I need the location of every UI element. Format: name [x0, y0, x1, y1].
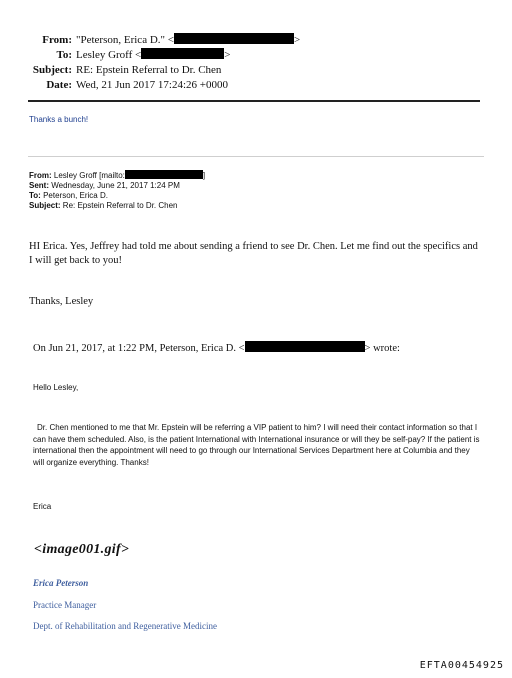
lesley-signoff: Thanks, Lesley	[29, 296, 94, 307]
subject-row	[0, 63, 300, 78]
fwd-sent-row	[29, 181, 205, 191]
fwd-sent-value: Wednesday, June 21, 2017 1:24 PM	[49, 181, 180, 190]
fwd-to-row	[29, 191, 205, 201]
signature-name: Erica Peterson	[33, 578, 89, 588]
fwd-from-close: ]	[202, 171, 206, 180]
redaction-box	[125, 170, 206, 180]
header-divider	[28, 100, 480, 102]
forwarded-header	[29, 170, 205, 211]
to-close: >	[224, 49, 231, 61]
to-row	[0, 48, 300, 63]
from-row	[0, 33, 300, 48]
from-close: >	[293, 34, 301, 46]
signature-image-placeholder: <image001.gif>	[34, 542, 130, 557]
quote-prefix: On Jun 21, 2017, at 1:22 PM, Peterson, Erica D. <	[33, 343, 245, 354]
date-label: Date:	[46, 79, 72, 91]
date-value: Wed, 21 Jun 2017 17:24:26 +0000	[76, 79, 228, 91]
fwd-from-value: Lesley Groff [mailto:	[51, 171, 125, 180]
from-label: From:	[42, 34, 72, 46]
quote-attribution	[33, 341, 400, 354]
to-label: To:	[56, 49, 72, 61]
fwd-sent-label: Sent:	[29, 181, 49, 190]
from-value: "Peterson, Erica D." <	[76, 34, 174, 46]
fwd-subject-label: Subject:	[29, 201, 61, 210]
to-value: Lesley Groff <	[76, 49, 142, 61]
redaction-box	[141, 48, 224, 59]
reply-text: Thanks a bunch!	[29, 115, 89, 124]
erica-greeting: Hello Lesley,	[33, 383, 79, 392]
redaction-box	[245, 341, 365, 352]
signature-title: Practice Manager	[33, 600, 97, 610]
email-header	[0, 33, 300, 93]
date-row	[0, 78, 300, 93]
erica-signoff: Erica	[33, 502, 52, 511]
bates-number: EFTA00454925	[419, 660, 504, 671]
subject-label: Subject:	[32, 64, 72, 76]
redaction-box	[174, 33, 294, 44]
erica-body-text: Dr. Chen mentioned to me that Mr. Epstein will be referring a VIP patient to him? I will need their contact information so that I can have them scheduled. Also, is the patient International with International insurance or will they be self-pay? If the patient is international then the appointment will need to go through our International Services Department here at Columbia and they will organize everything. Thanks!	[33, 423, 480, 467]
fwd-from-row	[29, 170, 205, 181]
lesley-message-body: HI Erica. Yes, Jeffrey had told me about sending a friend to see Dr. Chen. Let me find out the specifics and I will get back to you!	[29, 241, 478, 266]
quote-suffix: > wrote:	[364, 343, 400, 354]
fwd-to-value: Peterson, Erica D.	[40, 191, 108, 200]
fwd-to-label: To:	[29, 191, 41, 200]
erica-message-body	[33, 422, 483, 468]
message-divider	[28, 156, 484, 157]
signature-department: Dept. of Rehabilitation and Regenerative Medicine	[33, 621, 217, 631]
fwd-subject-row	[29, 201, 205, 211]
fwd-subject-value: Re: Epstein Referral to Dr. Chen	[60, 201, 178, 210]
subject-value: RE: Epstein Referral to Dr. Chen	[76, 64, 222, 76]
fwd-from-label: From:	[29, 171, 52, 180]
